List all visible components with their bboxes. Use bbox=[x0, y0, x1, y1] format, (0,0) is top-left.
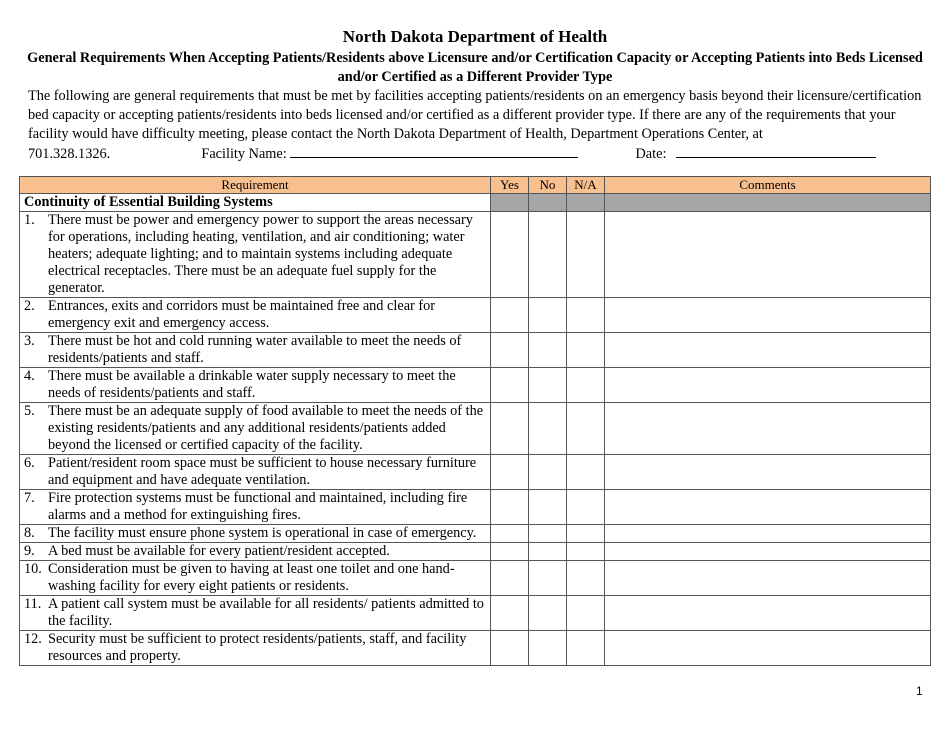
phone-number: 701.328.1326. bbox=[28, 146, 111, 162]
facility-name-field[interactable] bbox=[290, 144, 578, 158]
document-title: North Dakota Department of Health bbox=[342, 27, 608, 46]
na-cell[interactable] bbox=[567, 561, 605, 596]
requirement-cell bbox=[20, 455, 491, 490]
comments-cell[interactable] bbox=[605, 561, 931, 596]
comments-cell[interactable] bbox=[605, 212, 931, 298]
requirement-text: Fire protection systems must be functional and maintained, including fire alarms and a method for extinguishing fires. bbox=[48, 490, 468, 523]
comments-cell[interactable] bbox=[605, 543, 931, 561]
na-cell[interactable] bbox=[567, 455, 605, 490]
no-cell[interactable] bbox=[529, 455, 567, 490]
requirement-number: 7. bbox=[24, 490, 35, 506]
yes-cell[interactable] bbox=[491, 298, 529, 333]
requirement-cell bbox=[20, 543, 491, 561]
yes-cell[interactable] bbox=[491, 333, 529, 368]
requirement-number: 2. bbox=[24, 298, 35, 314]
table-row bbox=[20, 212, 931, 298]
yes-cell[interactable] bbox=[491, 596, 529, 631]
no-cell[interactable] bbox=[529, 631, 567, 666]
na-cell[interactable] bbox=[567, 490, 605, 525]
na-cell[interactable] bbox=[567, 631, 605, 666]
yes-cell[interactable] bbox=[491, 403, 529, 455]
col-no: No bbox=[529, 177, 567, 194]
no-cell[interactable] bbox=[529, 525, 567, 543]
section-row bbox=[20, 194, 931, 212]
requirement-text: Security must be sufficient to protect residents/patients, staff, and facility resources and property. bbox=[48, 631, 467, 664]
requirement-cell bbox=[20, 212, 491, 298]
requirement-cell bbox=[20, 561, 491, 596]
comments-cell[interactable] bbox=[605, 631, 931, 666]
comments-cell[interactable] bbox=[605, 596, 931, 631]
document-subtitle: General Requirements When Accepting Patients/Residents above Licensure and/or Certification Capacity or Accepting Patients into Beds Licensed and/or Certified as a Different Provider Type bbox=[27, 50, 923, 85]
requirement-text: The facility must ensure phone system is operational in case of emergency. bbox=[48, 525, 477, 541]
section-title: Continuity of Essential Building Systems bbox=[20, 194, 491, 212]
table-row bbox=[20, 455, 931, 490]
requirement-text: Consideration must be given to having at least one toilet and one hand-washing facility for every eight patients or residents. bbox=[48, 561, 455, 594]
comments-cell[interactable] bbox=[605, 333, 931, 368]
table-row bbox=[20, 490, 931, 525]
table-row bbox=[20, 403, 931, 455]
page-number: 1 bbox=[916, 684, 923, 698]
comments-cell[interactable] bbox=[605, 368, 931, 403]
requirement-cell bbox=[20, 490, 491, 525]
section-cell bbox=[491, 194, 529, 212]
requirement-number: 3. bbox=[24, 333, 35, 349]
no-cell[interactable] bbox=[529, 368, 567, 403]
yes-cell[interactable] bbox=[491, 490, 529, 525]
yes-cell[interactable] bbox=[491, 561, 529, 596]
requirement-number: 1. bbox=[24, 212, 35, 228]
date-field[interactable] bbox=[676, 144, 876, 158]
date-label: Date: bbox=[635, 146, 667, 162]
requirement-cell bbox=[20, 631, 491, 666]
table-row bbox=[20, 631, 931, 666]
table-row bbox=[20, 561, 931, 596]
comments-cell[interactable] bbox=[605, 490, 931, 525]
comments-cell[interactable] bbox=[605, 525, 931, 543]
table-row bbox=[20, 368, 931, 403]
table-row bbox=[20, 298, 931, 333]
requirement-number: 9. bbox=[24, 543, 35, 559]
na-cell[interactable] bbox=[567, 298, 605, 333]
requirement-text: Patient/resident room space must be sufficient to house necessary furniture and equipment and have adequate ventilation. bbox=[48, 455, 477, 488]
requirement-cell bbox=[20, 368, 491, 403]
requirement-number: 11. bbox=[24, 596, 42, 612]
requirement-number: 6. bbox=[24, 455, 35, 471]
requirement-text: A bed must be available for every patient/resident accepted. bbox=[48, 543, 390, 559]
requirement-cell bbox=[20, 333, 491, 368]
na-cell[interactable] bbox=[567, 333, 605, 368]
yes-cell[interactable] bbox=[491, 631, 529, 666]
section-cell bbox=[567, 194, 605, 212]
col-comments: Comments bbox=[605, 177, 931, 194]
na-cell[interactable] bbox=[567, 368, 605, 403]
na-cell[interactable] bbox=[567, 543, 605, 561]
comments-cell[interactable] bbox=[605, 298, 931, 333]
na-cell[interactable] bbox=[567, 403, 605, 455]
requirement-cell bbox=[20, 403, 491, 455]
yes-cell[interactable] bbox=[491, 212, 529, 298]
na-cell[interactable] bbox=[567, 212, 605, 298]
requirement-number: 8. bbox=[24, 525, 35, 541]
requirement-number: 10. bbox=[24, 561, 42, 577]
yes-cell[interactable] bbox=[491, 525, 529, 543]
requirement-cell bbox=[20, 596, 491, 631]
no-cell[interactable] bbox=[529, 212, 567, 298]
no-cell[interactable] bbox=[529, 298, 567, 333]
requirement-text: There must be hot and cold running water available to meet the needs of residents/patients and staff. bbox=[48, 333, 462, 366]
table-header-row bbox=[20, 177, 931, 194]
requirement-text: There must be an adequate supply of food available to meet the needs of the existing residents/patients and any additional residents/patients added beyond the licensed or certified capacity of the facility. bbox=[48, 403, 484, 453]
table-row bbox=[20, 543, 931, 561]
yes-cell[interactable] bbox=[491, 543, 529, 561]
requirement-text: A patient call system must be available for all residents/ patients admitted to the facility. bbox=[48, 596, 484, 629]
requirement-cell bbox=[20, 525, 491, 543]
intro-text: The following are general requirements that must be met by facilities accepting patients/residents on an emergency basis beyond their licensure/certification bed capacity or accepting patients/residents into beds licensed and/or certified as a different provider type. If there are any of the requirements that your facility would have difficulty meeting, please contact the North Dakota Department of Health, Department Operations Center, at bbox=[28, 88, 922, 142]
na-cell[interactable] bbox=[567, 596, 605, 631]
intro-paragraph bbox=[28, 87, 933, 164]
no-cell[interactable] bbox=[529, 596, 567, 631]
facility-name-label: Facility Name: bbox=[201, 146, 287, 162]
table-row bbox=[20, 333, 931, 368]
no-cell[interactable] bbox=[529, 490, 567, 525]
yes-cell[interactable] bbox=[491, 455, 529, 490]
section-cell bbox=[605, 194, 931, 212]
table-row bbox=[20, 596, 931, 631]
yes-cell[interactable] bbox=[491, 368, 529, 403]
section-cell bbox=[529, 194, 567, 212]
table-row bbox=[20, 525, 931, 543]
col-requirement: Requirement bbox=[20, 177, 491, 194]
requirements-table bbox=[19, 176, 931, 666]
requirement-number: 4. bbox=[24, 368, 35, 384]
no-cell[interactable] bbox=[529, 543, 567, 561]
na-cell[interactable] bbox=[567, 525, 605, 543]
requirement-text: There must be power and emergency power to support the areas necessary for operations, including heating, ventilation, and air conditioning; water heaters; adequate lighting; and to maintain systems including adequate electrical receptacles. There must be an adequate fuel supply for the generator. bbox=[48, 212, 473, 296]
comments-cell[interactable] bbox=[605, 403, 931, 455]
requirement-text: There must be available a drinkable water supply necessary to meet the needs of residents/patients and staff. bbox=[48, 368, 456, 401]
requirement-number: 5. bbox=[24, 403, 35, 419]
no-cell[interactable] bbox=[529, 333, 567, 368]
requirement-cell bbox=[20, 298, 491, 333]
col-na: N/A bbox=[567, 177, 605, 194]
comments-cell[interactable] bbox=[605, 455, 931, 490]
no-cell[interactable] bbox=[529, 561, 567, 596]
col-yes: Yes bbox=[491, 177, 529, 194]
requirement-text: Entrances, exits and corridors must be maintained free and clear for emergency exit and emergency access. bbox=[48, 298, 436, 331]
requirement-number: 12. bbox=[24, 631, 42, 647]
no-cell[interactable] bbox=[529, 403, 567, 455]
